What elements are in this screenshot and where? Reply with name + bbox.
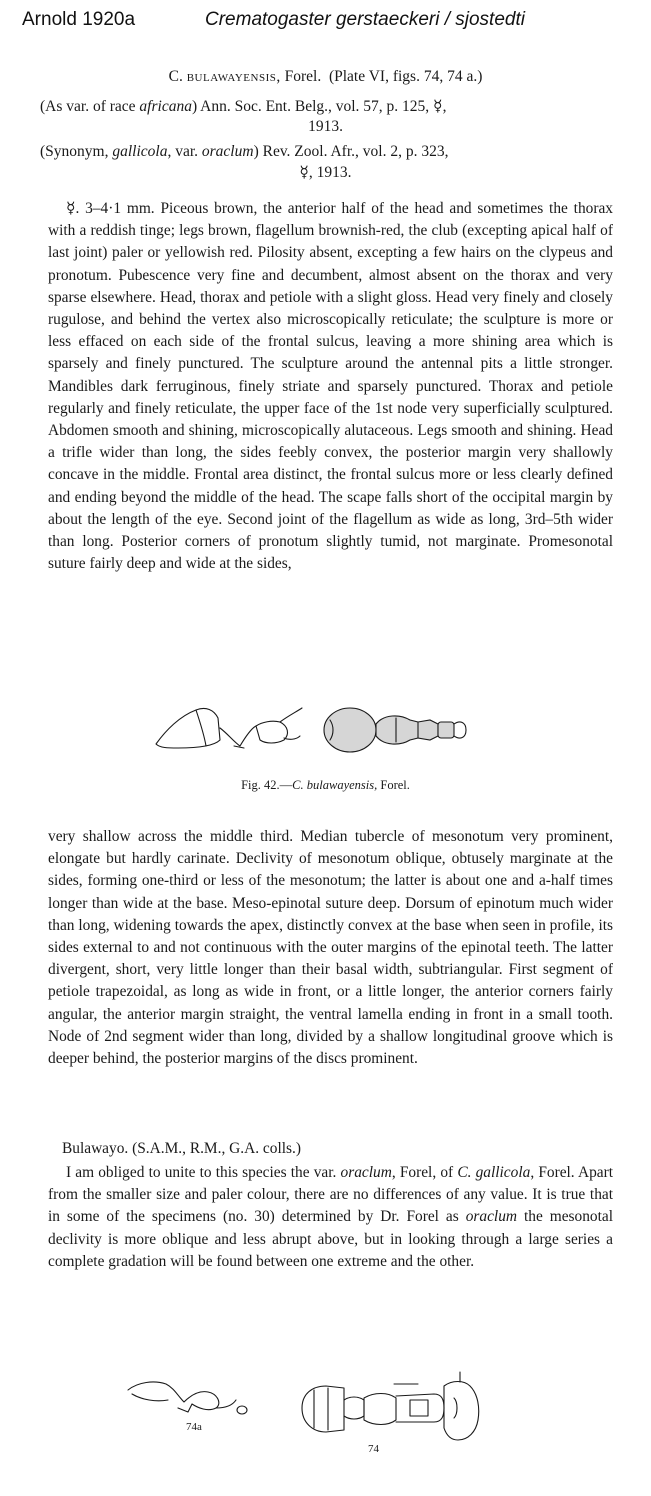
- citation-1-text-a: (As var. of race: [40, 98, 140, 115]
- running-head-author-year: Arnold 1920a: [22, 9, 136, 30]
- figure-74a-label: 74a: [186, 1421, 202, 1433]
- citation-2-text-a: (Synonym,: [40, 143, 113, 160]
- citation-2-variety: oraclum: [201, 143, 254, 160]
- citation-1-year: 1913.: [308, 118, 343, 135]
- ant-profile-drawing: [156, 708, 302, 748]
- plate-figures: [118, 1360, 518, 1460]
- figure-74-drawing: [302, 1372, 479, 1440]
- running-head: [0, 7, 651, 37]
- remark-text-c: , Forel. Apart from the smaller size and paler colour, there are no differences of any value. It is true that in some of the specimens (no. 30) determined by Dr. Forel as: [48, 1164, 614, 1226]
- species-heading: [0, 66, 651, 88]
- citation-2-species: gallicola: [112, 143, 168, 160]
- citation-1-race: africana: [139, 98, 192, 115]
- figure-42-species: C. bulawayensis,: [292, 778, 378, 792]
- citation-2-text-c: ) Rev. Zool. Afr., vol. 2, p. 323,: [253, 143, 449, 160]
- citation-2-year: ☿, 1913.: [299, 164, 352, 181]
- locality-line: Bulawayo. (S.A.M., R.M., G.A. colls.): [62, 1140, 301, 1157]
- citation-1: [40, 96, 611, 118]
- remark-variety-2: oraclum: [465, 1208, 518, 1226]
- citation-2-text-b: , var.: [167, 143, 202, 160]
- figure-42-author: Forel.: [380, 778, 410, 792]
- remark-text-d: the mesonotal declivity is more oblique and less abrupt above, but in looking through a large series a complete gradation will be found between one extreme and the other.: [48, 1208, 613, 1270]
- citation-2: [40, 141, 611, 163]
- worker-description-part-2: very shallow across the middle third. Median tubercle of mesonotum very prominent, elongate but hardly carinate. Declivity of mesonotum oblique, obtusely marginate at the sides, forming one-third or less of the mesonotum; the latter is about one and a-half times longer than wide at the base. Meso-epinotal suture deep. Dorsum of epinotum much wider than long, widening towards the apex, distinctly convex at the base when seen in profile, its sides external to and not continuous with the outer margins of the epinotal teeth. The latter divergent, short, very little longer than their basal width, subtriangular. First segment of petiole trapezoidal, as long as wide in front, or a little longer, the anterior corners fairly angular, the anterior margin straight, the ventral lamella ending in front in a small tooth. Node of 2nd segment wider than long, divided by a shallow longitudinal groove which is deeper behind, the posterior margins of the discs prominent.: [48, 828, 613, 1068]
- figure-42-label: Fig. 42.—: [241, 778, 293, 792]
- worker-description-part-1: ☿. 3–4·1 mm. Piceous brown, the anterior half of the head and sometimes the thorax with a reddish tinge; legs brown, flagellum brownish-red, the club (excepting apical half of last joint) paler or yellowish red. Pilosity absent, excepting a few hairs on the clypeus and pronotum. Pubescence very fine and decumbent, almost absent on the thorax and very sparse elsewhere. Head, thorax and petiole with a slight gloss. Head very finely and closely rugulose, and behind the vertex also microscopically reticulate; the sculpture is more or less effaced on each side of the frontal sulcus, leaving a more shining area which is sparsely and finely punctured. The sculpture around the antennal pits a little stronger. Mandibles dark ferruginous, finely striate and sparsely punctured. Thorax and petiole regularly and finely reticulate, the upper face of the 1st node very superficially sculptured. Abdomen smooth and shining, microscopically alutaceous. Legs smooth and shining. Head a trifle wider than long, the sides feebly convex, the posterior margin very shallowly concave in the middle. Frontal area distinct, the frontal sulcus more or less clearly defined and ending beyond the middle of the head. The scape falls short of the occipital margin by about the length of the eye. Second joint of the flagellum as wide as long, 3rd–5th wider than long. Posterior corners of pronotum slightly tumid, not marginate. Promesonotal suture fairly deep and wide at the sides,: [48, 200, 613, 573]
- heading-species: bulawayensis,: [186, 68, 281, 85]
- ant-dorsal-drawing: [324, 708, 466, 752]
- figure-74a-drawing: [128, 1382, 247, 1414]
- citation-1-text-b: ) Ann. Soc. Ent. Belg., vol. 57, p. 125, ☿,: [191, 98, 447, 115]
- heading-genus: C.: [168, 68, 183, 85]
- remark-paragraph: [48, 1162, 613, 1273]
- running-head-taxa: Crematogaster gerstaeckeri / sjostedti: [205, 9, 525, 30]
- figure-42-drawing: [148, 700, 508, 760]
- remark-species: C. gallicola: [457, 1164, 531, 1181]
- remark-text-a: I am obliged to unite to this species the var.: [66, 1164, 341, 1181]
- figure-42-caption: [0, 778, 651, 793]
- heading-plate-ref: (Plate VI, figs. 74, 74 a.): [328, 68, 483, 85]
- remark-text-b: , Forel, of: [391, 1164, 458, 1181]
- figure-74-label: 74: [368, 1443, 379, 1455]
- heading-author: Forel.: [284, 68, 322, 85]
- remark-variety: oraclum: [340, 1164, 392, 1181]
